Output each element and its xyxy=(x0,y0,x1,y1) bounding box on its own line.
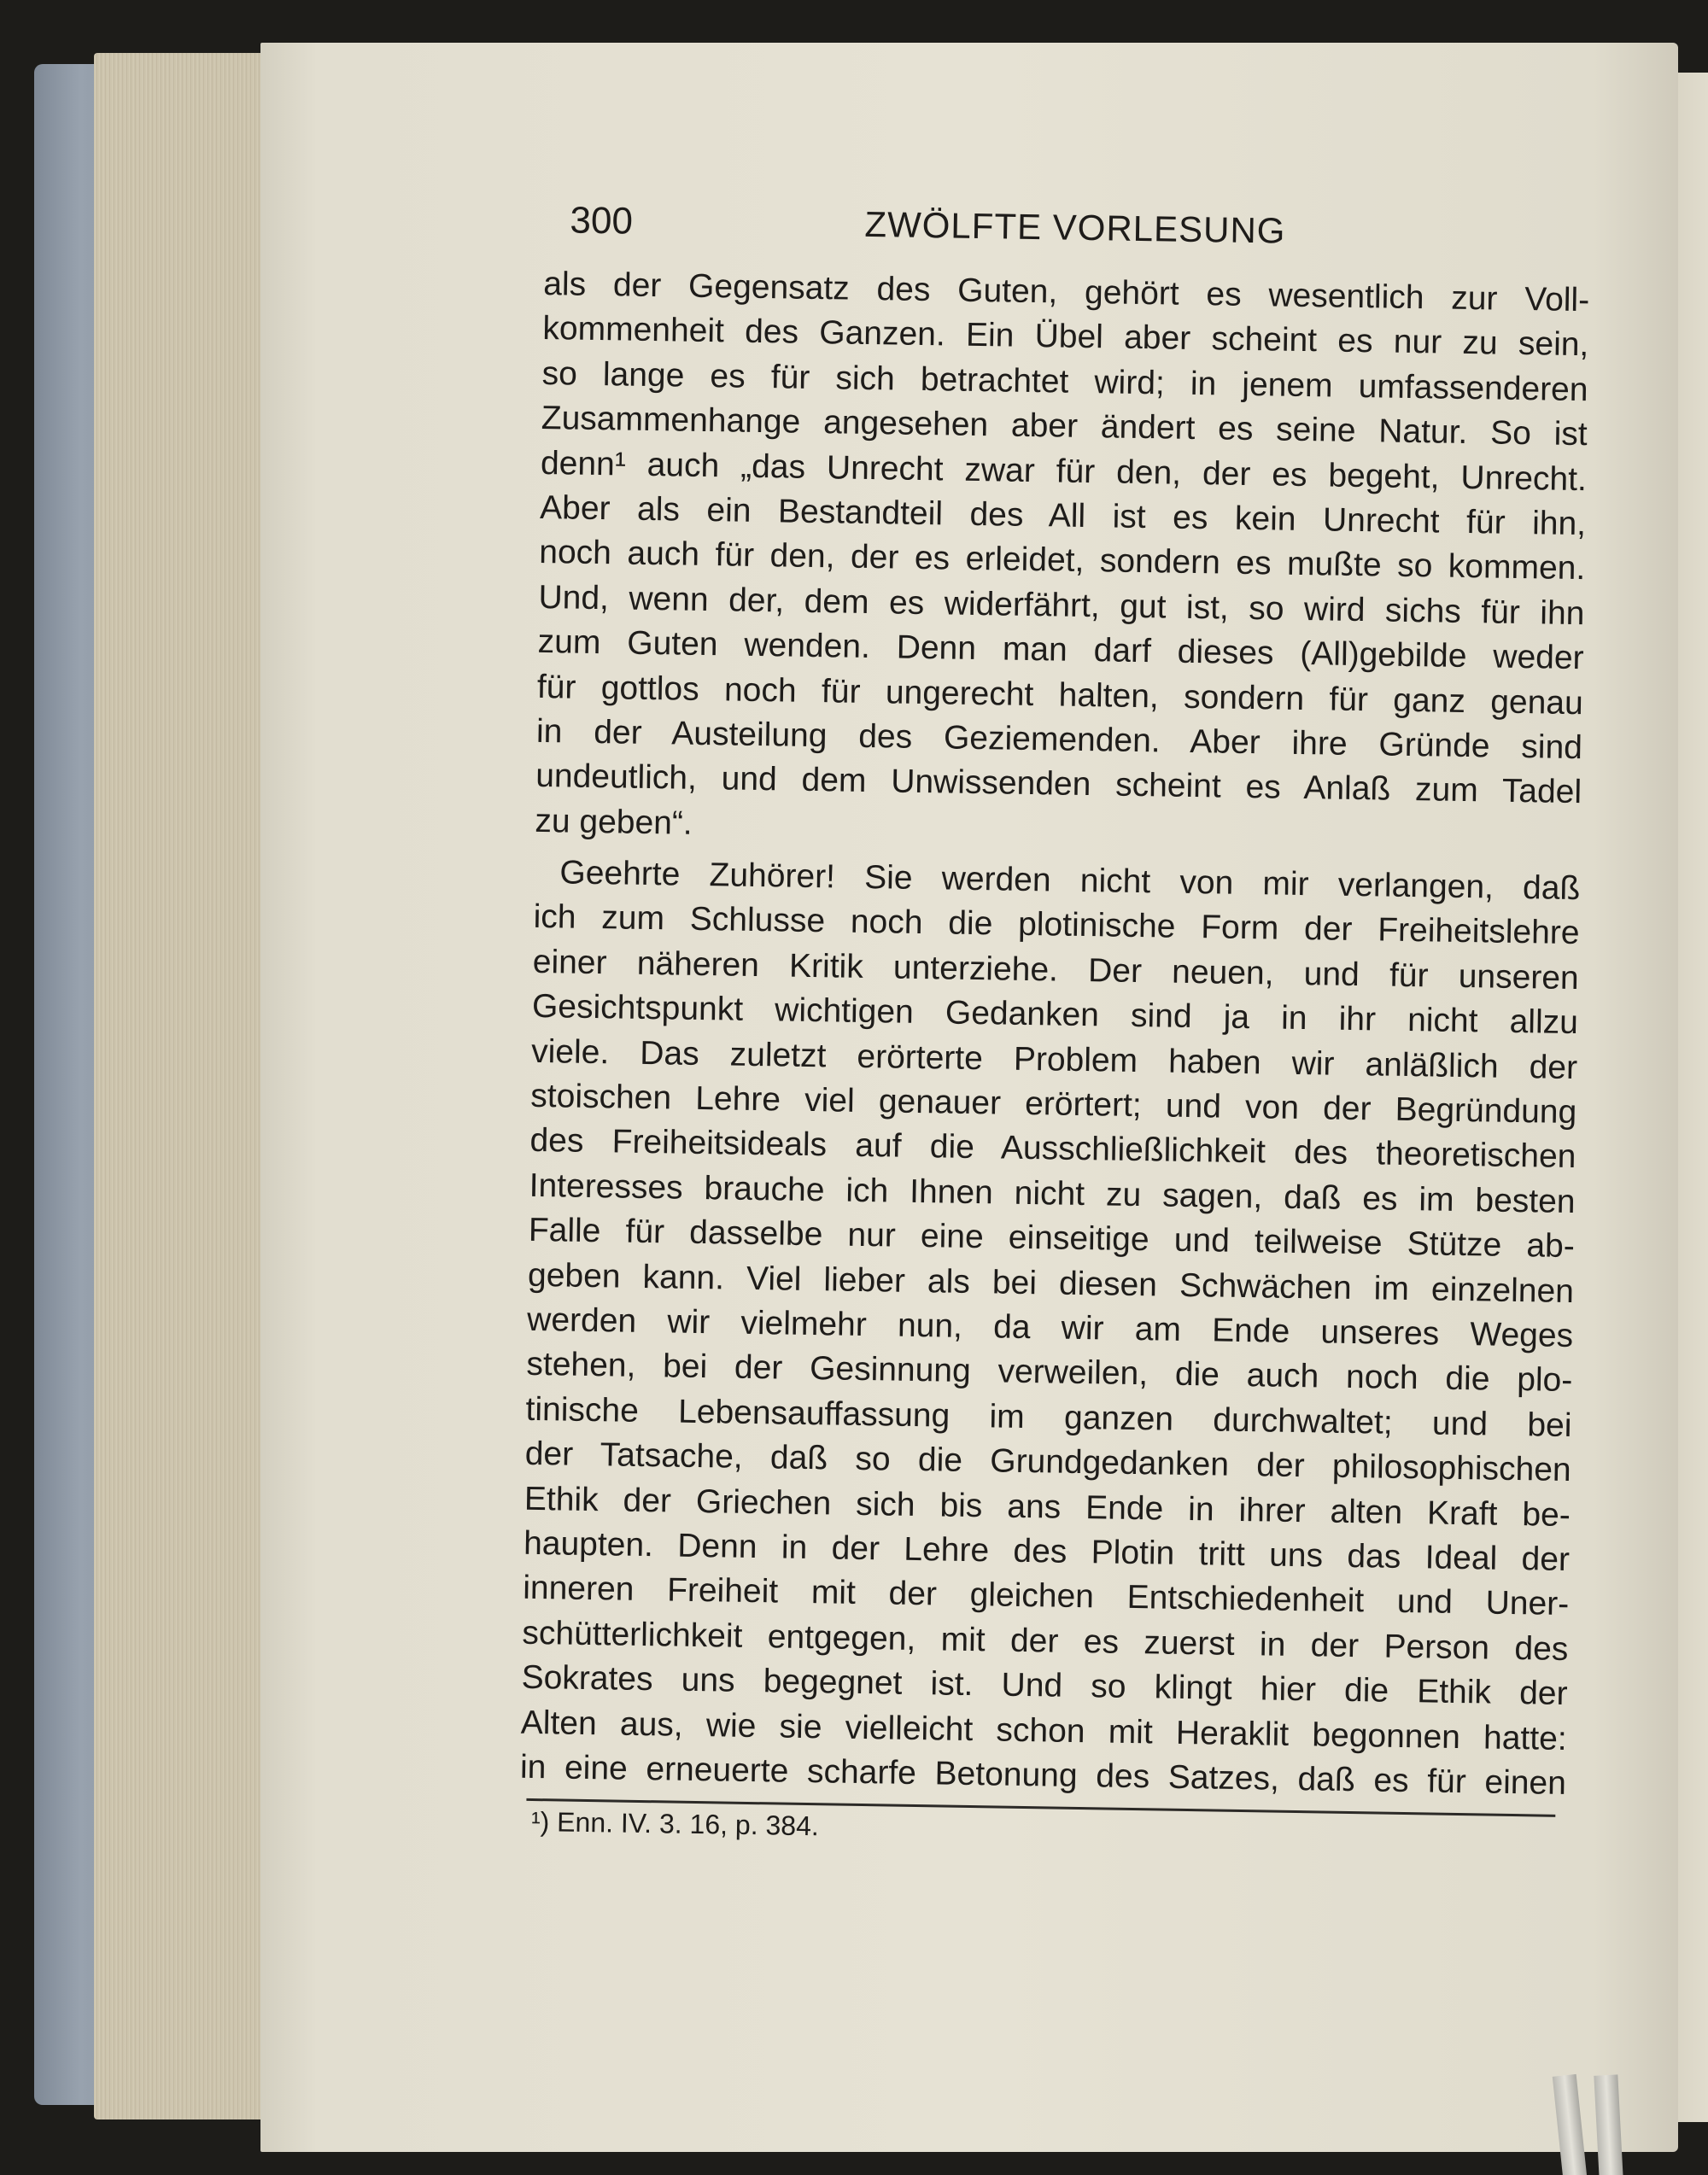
text-line: stoischen Lehre viel genauer erörtert; und von der Begründung xyxy=(530,1077,1577,1131)
text-line: in eine erneuerte scharfe Betonung des Satzes, daß es für einen xyxy=(519,1748,1567,1802)
text-line: Gesichtspunkt wichtigen Gedanken sind ja in ihr nicht allzu xyxy=(531,988,1579,1042)
text-line: Zusammenhange angesehen aber ändert es seine Natur. So ist xyxy=(541,400,1588,453)
text-line: in der Austeilung des Geziemenden. Aber ihre Gründe sind xyxy=(535,712,1583,767)
footnote: ¹) Enn. IV. 3. 16, p. 384. xyxy=(530,1806,820,1842)
text-line: Falle für dasselbe nur eine einseitige und teilweise Stütze ab- xyxy=(528,1212,1576,1266)
text-line: so lange es für sich betrachtet wird; in jenem umfassenderen xyxy=(541,354,1588,408)
text-line: zu geben“. xyxy=(535,802,693,842)
text-line: Ethik der Griechen sich bis ans Ende in ihrer alten Kraft be- xyxy=(524,1480,1571,1534)
text-line: Interesses brauche ich Ihnen nicht zu sagen, daß es im besten xyxy=(529,1166,1576,1220)
text-line: Geehrte Zuhörer! Sie werden nicht von mir verlangen, daß xyxy=(559,854,1581,908)
text-line: tinische Lebensauffassung im ganzen durchwaltet; und bei xyxy=(525,1390,1572,1444)
text-line: als der Gegensatz des Guten, gehört es wesentlich zur Voll- xyxy=(542,265,1590,319)
body-text xyxy=(520,262,1590,1806)
text-line: des Freiheitsideals auf die Ausschließlichkeit des theoretischen xyxy=(529,1122,1576,1176)
page-text-block xyxy=(519,192,1591,1854)
text-line: ich zum Schlusse noch die plotinische Form der Freiheitslehre xyxy=(533,898,1580,952)
text-line: denn¹ auch „das Unrecht zwar für den, der es begeht, Unrecht. xyxy=(540,444,1588,498)
text-line: kommenheit des Ganzen. Ein Übel aber scheint es nur zu sein, xyxy=(542,310,1589,364)
text-line: schütterlichkeit entgegen, mit der es zuerst in der Person des xyxy=(522,1614,1569,1668)
page-number: 300 xyxy=(570,199,634,243)
text-line: geben kann. Viel lieber als bei diesen Schwächen im einzelnen xyxy=(527,1256,1575,1310)
text-line: zum Guten wenden. Denn man darf dieses (All)gebilde weder xyxy=(537,623,1584,677)
text-line: noch auch für den, der es erleidet, sondern es mußte so kommen. xyxy=(539,534,1586,588)
text-line: inneren Freiheit mit der gleichen Entschiedenheit und Uner- xyxy=(522,1570,1570,1623)
text-line: der Tatsache, daß so die Grundgedanken der philosophischen xyxy=(524,1435,1571,1489)
text-line: haupten. Denn in der Lehre des Plotin tritt uns das Ideal der xyxy=(523,1524,1571,1578)
running-title: ZWÖLFTE VORLESUNG xyxy=(864,203,1286,251)
text-line: viele. Das zuletzt erörterte Problem haben wir anläßlich der xyxy=(530,1032,1578,1086)
text-line: Und, wenn der, dem es widerfährt, gut ist, so wird sichs für ihn xyxy=(538,578,1585,632)
text-line: werden wir vielmehr nun, da wir am Ende unseres Weges xyxy=(526,1301,1574,1355)
text-line: für gottlos noch für ungerecht halten, sondern für ganz genau xyxy=(536,668,1584,722)
text-line: Aber als ein Bestandteil des All ist es kein Unrecht für ihn, xyxy=(539,488,1587,543)
text-line: einer näheren Kritik unterziehe. Der neuen, und für unseren xyxy=(532,943,1580,997)
text-line: Sokrates uns begegnet ist. Und so klingt hier die Ethik der xyxy=(521,1658,1568,1713)
text-line: undeutlich, und dem Unwissenden scheint es Anlaß zum Tadel xyxy=(535,757,1582,811)
text-line: Alten aus, wie sie vielleicht schon mit Heraklit begonnen hatte: xyxy=(520,1704,1568,1757)
text-line: stehen, bei der Gesinnung verweilen, die auch noch die plo- xyxy=(526,1346,1573,1400)
